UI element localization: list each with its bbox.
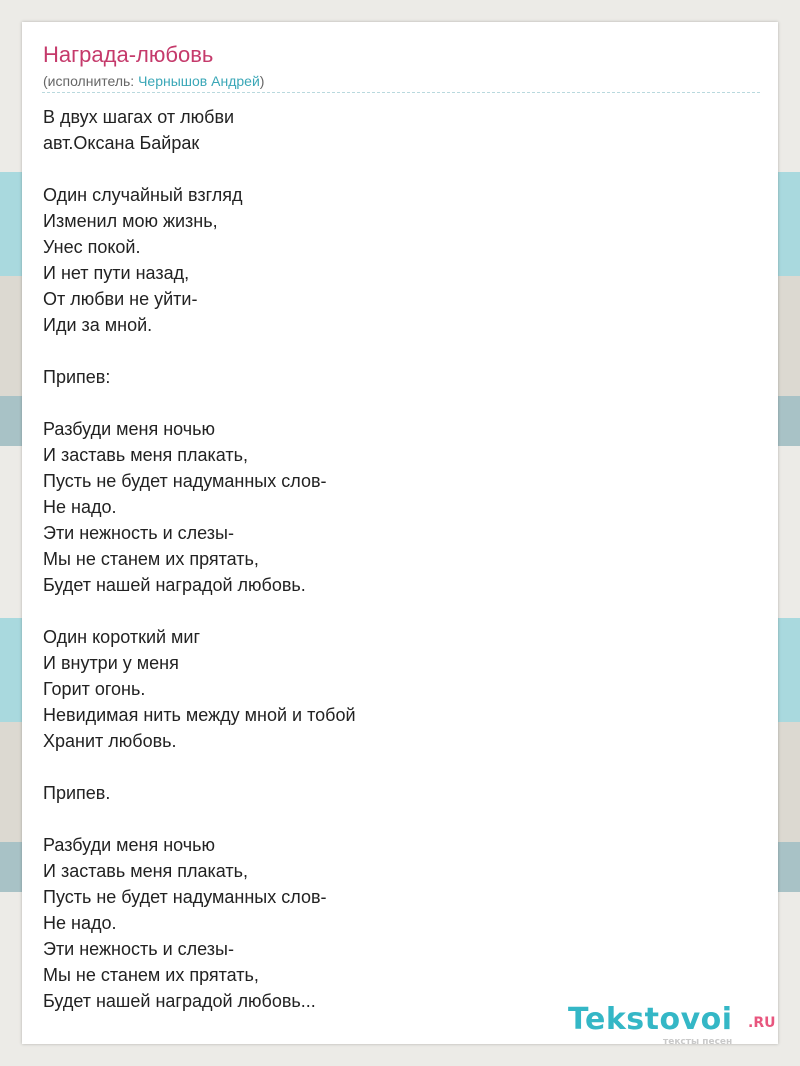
lyric-line: Пусть не будет надуманных слов- [43, 887, 327, 907]
lyric-line: И заставь меня плакать, [43, 861, 249, 881]
song-title: Награда-любовь [43, 42, 214, 67]
lyric-line: Невидимая нить между мной и тобой [43, 705, 356, 725]
lyric-line: авт.Оксана Байрак [43, 133, 200, 153]
lyric-line: Не надо. [43, 497, 117, 517]
lyric-line: И заставь меня плакать, [43, 445, 249, 465]
performer-prefix: (исполнитель: [43, 73, 139, 89]
lyric-line: Мы не станем их прятать, [43, 549, 259, 569]
performer-suffix: ) [259, 73, 265, 89]
lyric-line: Эти нежность и слезы- [43, 523, 234, 543]
logo-wordmark: Tekstovoi [568, 1002, 733, 1037]
stanza-gap [43, 806, 743, 832]
lyric-line: Унес покой. [43, 237, 141, 257]
lyric-line: В двух шагах от любви [43, 107, 235, 127]
lyric-line: Будет нашей наградой любовь... [43, 991, 316, 1011]
lyric-line: Хранит любовь. [43, 731, 177, 751]
lyric-line: Не надо. [43, 913, 117, 933]
lyric-line: Эти нежность и слезы- [43, 939, 234, 959]
logo-domain: .RU [748, 1015, 776, 1031]
title-divider [42, 92, 760, 93]
lyrics-text [43, 104, 743, 1014]
lyrics-card [22, 22, 778, 1047]
stanza-gap [43, 754, 743, 780]
artist-link[interactable]: Чернышов Андрей [138, 73, 260, 89]
lyric-line: Припев. [43, 783, 111, 803]
stanza-gap [43, 390, 743, 416]
lyric-line: Мы не станем их прятать, [43, 965, 259, 985]
lyric-line: Припев: [43, 367, 111, 387]
lyric-line: От любви не уйти- [43, 289, 198, 309]
tekstovoi-logo[interactable] [568, 1002, 778, 1046]
lyric-line: Горит огонь. [43, 679, 146, 699]
lyric-line: Изменил мою жизнь, [43, 211, 218, 231]
lyric-line: Иди за мной. [43, 315, 153, 335]
performer-line [43, 73, 264, 89]
lyric-line: Пусть не будет надуманных слов- [43, 471, 327, 491]
lyric-line: Будет нашей наградой любовь. [43, 575, 306, 595]
logo-tagline: тексты песен [663, 1037, 733, 1047]
stanza-gap [43, 338, 743, 364]
lyric-line: И внутри у меня [43, 653, 179, 673]
stanza-gap [43, 156, 743, 182]
lyric-line: Разбуди меня ночью [43, 835, 216, 855]
lyric-line: Разбуди меня ночью [43, 419, 216, 439]
lyric-line: Один случайный взгляд [43, 185, 243, 205]
stanza-gap [43, 598, 743, 624]
lyric-line: Один короткий миг [43, 627, 201, 647]
lyric-line: И нет пути назад, [43, 263, 190, 283]
